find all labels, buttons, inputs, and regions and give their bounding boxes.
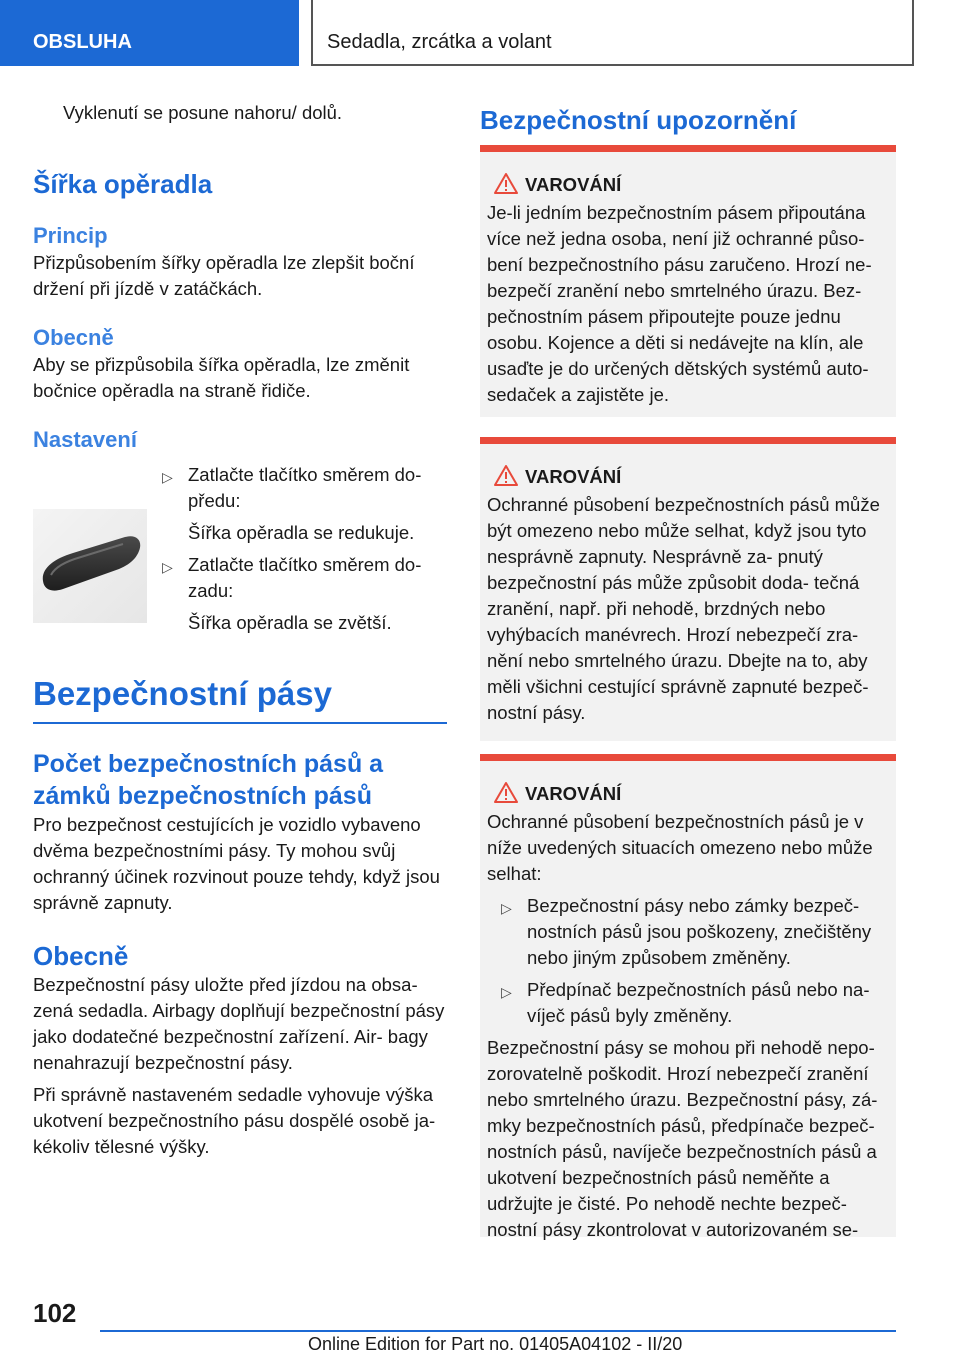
right-column	[480, 100, 896, 140]
width-title: Šířka opěradla	[33, 169, 213, 199]
steps-list	[148, 462, 447, 636]
warning-text-2: Ochranné působení bezpečnostních pásů může být omezeno nebo může selhat, když jsou tyto nesprávně zapnuty. Nesprávně za- pnutý bezpečnostní pás může způsobit doda- tečná zranění, např. při nehodě, brzdných nebo vyhýbacích manévrech. Hrozí nebezpečí zra- nění nebo smrtelného úrazu. Dbejte na to, aby měli všichni cestující správně zapnuté bezpeč- nostní pásy.	[487, 494, 880, 723]
principle-title: Princip	[33, 223, 108, 248]
warning-box-1	[480, 145, 896, 417]
safety-notes-title: Bezpečnostní upozornění	[480, 105, 797, 135]
header-section-tab: OBSLUHA	[0, 0, 299, 66]
belts-general-text-2: Při správně nastaveném sedadle vyhovuje výška ukotvení bezpečnostního pásu dospělé osobě ja- kékoliv tělesné výšky.	[33, 1084, 436, 1157]
intro-text: Vyklenutí se posune nahoru/ dolů.	[63, 102, 343, 123]
setting-title: Nastavení	[33, 427, 137, 452]
warning-box-2	[480, 437, 896, 741]
warning-bullet-2: ▷ Předpínač bezpečnostních pásů nebo na- víječ pásů byly změněny.	[501, 979, 870, 1026]
step-2-result: Šířka opěradla se zvětší.	[188, 612, 392, 633]
triangle-bullet-icon: ▷	[162, 469, 173, 485]
general-text: Aby se přizpůsobila šířka opěradla, lze změnit bočnice opěradla na straně řidiče.	[33, 354, 410, 401]
warning-title-1: VAROVÁNÍ	[487, 172, 888, 198]
step-1-result: Šířka opěradla se redukuje.	[188, 522, 415, 543]
step-2-action: ▷ Zatlačte tlačítko směrem do- zadu:	[162, 554, 422, 601]
triangle-bullet-icon: ▷	[162, 559, 173, 575]
step-1-action: ▷ Zatlačte tlačítko směrem do- předu:	[162, 464, 422, 511]
triangle-bullet-icon: ▷	[501, 900, 512, 916]
triangle-bullet-icon: ▷	[501, 984, 512, 1000]
footer-rule	[100, 1330, 896, 1332]
warning-triangle-icon	[493, 464, 519, 487]
belts-general-title: Obecně	[33, 941, 129, 971]
warning-title-2: VAROVÁNÍ	[487, 464, 888, 490]
warning-text-3: Bezpečnostní pásy se mohou při nehodě nepo- zorovatelně poškodit. Hrozí nebezpečí zranění nebo smrtelného úrazu. Bezpečnostní pásy, zá- mky bezpečnostních pásů, předpínače bezpeč- nostních pásů, navíječe bezpečnostních pásů a ukotvení bezpečnostních pásů neměňte a udržujte je čisté. Po nehodě nechte bezpeč- nostní pásy zkontrolovat v autorizovaném se-	[487, 1037, 878, 1240]
count-text: Pro bezpečnost cestujících je vozidlo vybaveno dvěma bezpečnostními pásy. Ty mohou svůj ochranný účinek rozvinout pouze tehdy, když jsou správně zapnuty.	[33, 814, 440, 913]
backrest-button-image	[33, 509, 147, 623]
belts-general-text-1: Bezpečnostní pásy uložte před jízdou na obsa- zená sedadla. Airbagy doplňují bezpečnostní pásy jako dodatečné bezpečnostní zařízení. Air- bagy nenahrazují bezpečnostní pásy.	[33, 974, 445, 1073]
general-title: Obecně	[33, 325, 114, 350]
warning-box-3	[480, 754, 896, 1240]
warning-text-1: Je-li jedním bezpečnostním pásem připoutána více než jedna osoba, není již ochranné půso- bení bezpečnostního pásu zaručeno. Hrozí ne- bezpečí zranění nebo smrtelného úrazu. Bez- pečnostním pásem připoutejte pouze jednu osobu. Kojence a děti si nedávejte na klín, ale usaďte je do určených dětských systémů auto- sedaček a zajistěte je.	[487, 202, 872, 405]
page-number: 102	[33, 1298, 77, 1328]
principle-text: Přizpůsobením šířky opěradla lze zlepšit boční držení při jízdě v zatáčkách.	[33, 252, 415, 299]
warning-triangle-icon	[493, 172, 519, 195]
belts-title: Bezpečnostní pásy	[33, 675, 332, 712]
warning-triangle-icon	[493, 781, 519, 804]
warning-bullet-1: ▷ Bezpečnostní pásy nebo zámky bezpeč- nostních pásů jsou poškozeny, znečištěny nebo jiným způsobem změněny.	[501, 895, 872, 968]
warning-title-3: VAROVÁNÍ	[487, 781, 888, 807]
header-chapter-title: Sedadla, zrcátka a volant	[311, 0, 914, 66]
count-title: Počet bezpečnostních pásů a zámků bezpečnostních pásů	[33, 750, 384, 810]
edition-text: Online Edition for Part no. 01405A04102 - II/20	[308, 1334, 683, 1354]
left-column	[33, 100, 447, 1160]
warning-intro-3: Ochranné působení bezpečnostních pásů je v níže uvedených situacích omezeno nebo může selhat:	[487, 811, 873, 884]
backrest-width-button-icon	[33, 509, 147, 623]
